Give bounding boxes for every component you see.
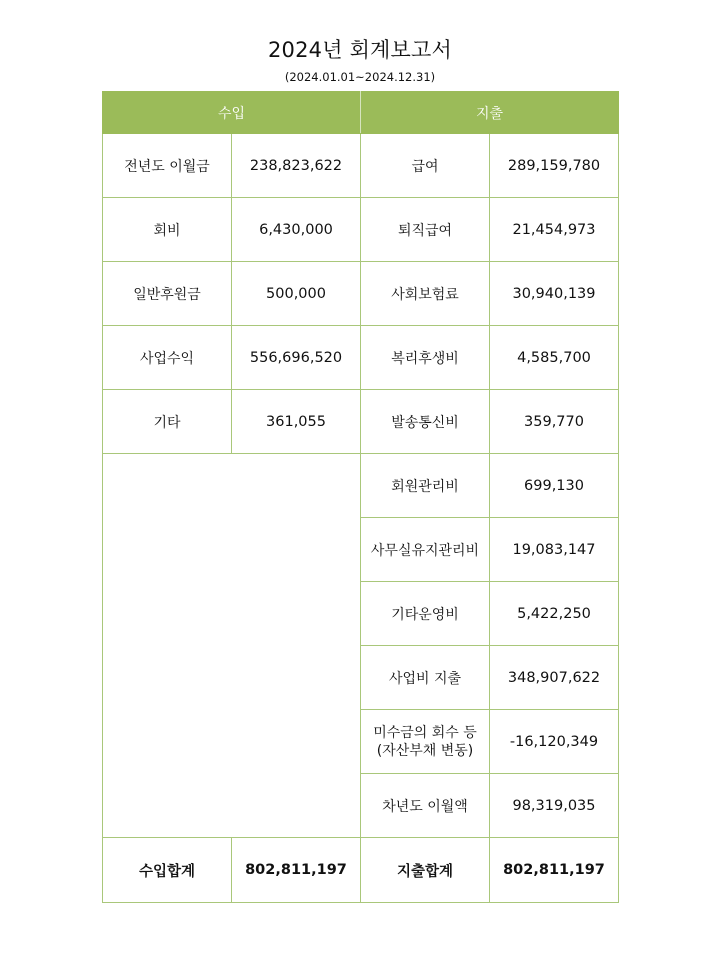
- expense-label: 사무실유지관리비: [361, 518, 490, 582]
- expense-label: 기타운영비: [361, 582, 490, 646]
- expense-label: [361, 710, 490, 774]
- expense-label-line1: 미수금의 회수 등: [373, 724, 477, 741]
- income-label: 회비: [103, 198, 232, 262]
- expense-value: 4,585,700: [490, 326, 619, 390]
- income-value: 6,430,000: [232, 198, 361, 262]
- expense-value: 289,159,780: [490, 134, 619, 198]
- expense-label: 복리후생비: [361, 326, 490, 390]
- expense-value: -16,120,349: [490, 710, 619, 774]
- income-label: 전년도 이월금: [103, 134, 232, 198]
- income-total-label: 수입합계: [103, 838, 232, 903]
- income-empty-area: [103, 454, 361, 838]
- income-label: 기타: [103, 390, 232, 454]
- expense-label: 사업비 지출: [361, 646, 490, 710]
- expense-label: 회원관리비: [361, 454, 490, 518]
- expense-total-value: 802,811,197: [490, 838, 619, 903]
- report-period: (2024.01.01~2024.12.31): [284, 70, 436, 84]
- expense-label: 급여: [361, 134, 490, 198]
- table-row: [103, 134, 619, 198]
- table-row: [103, 454, 619, 518]
- table-row: [103, 390, 619, 454]
- expense-value: 359,770: [490, 390, 619, 454]
- table-row: [103, 326, 619, 390]
- income-header: 수입: [103, 92, 361, 134]
- expense-label: 사회보험료: [361, 262, 490, 326]
- expense-value: 98,319,035: [490, 774, 619, 838]
- expense-label: 발송통신비: [361, 390, 490, 454]
- income-label: 일반후원금: [103, 262, 232, 326]
- expense-header: 지출: [361, 92, 619, 134]
- totals-row: [103, 838, 619, 903]
- table-header-row: [103, 92, 619, 134]
- income-label: 사업수익: [103, 326, 232, 390]
- table-row: [103, 198, 619, 262]
- expense-value: 699,130: [490, 454, 619, 518]
- expense-value: 5,422,250: [490, 582, 619, 646]
- accounting-table: [102, 91, 619, 903]
- expense-value: 348,907,622: [490, 646, 619, 710]
- expense-label: 퇴직급여: [361, 198, 490, 262]
- income-value: 361,055: [232, 390, 361, 454]
- income-value: 238,823,622: [232, 134, 361, 198]
- table-row: [103, 262, 619, 326]
- expense-total-label: 지출합계: [361, 838, 490, 903]
- expense-value: 30,940,139: [490, 262, 619, 326]
- income-value: 556,696,520: [232, 326, 361, 390]
- income-total-value: 802,811,197: [232, 838, 361, 903]
- expense-label: 차년도 이월액: [361, 774, 490, 838]
- expense-value: 21,454,973: [490, 198, 619, 262]
- report-title: 2024년 회계보고서: [267, 38, 453, 62]
- expense-label-line2: (자산부채 변동): [376, 742, 474, 759]
- expense-value: 19,083,147: [490, 518, 619, 582]
- income-value: 500,000: [232, 262, 361, 326]
